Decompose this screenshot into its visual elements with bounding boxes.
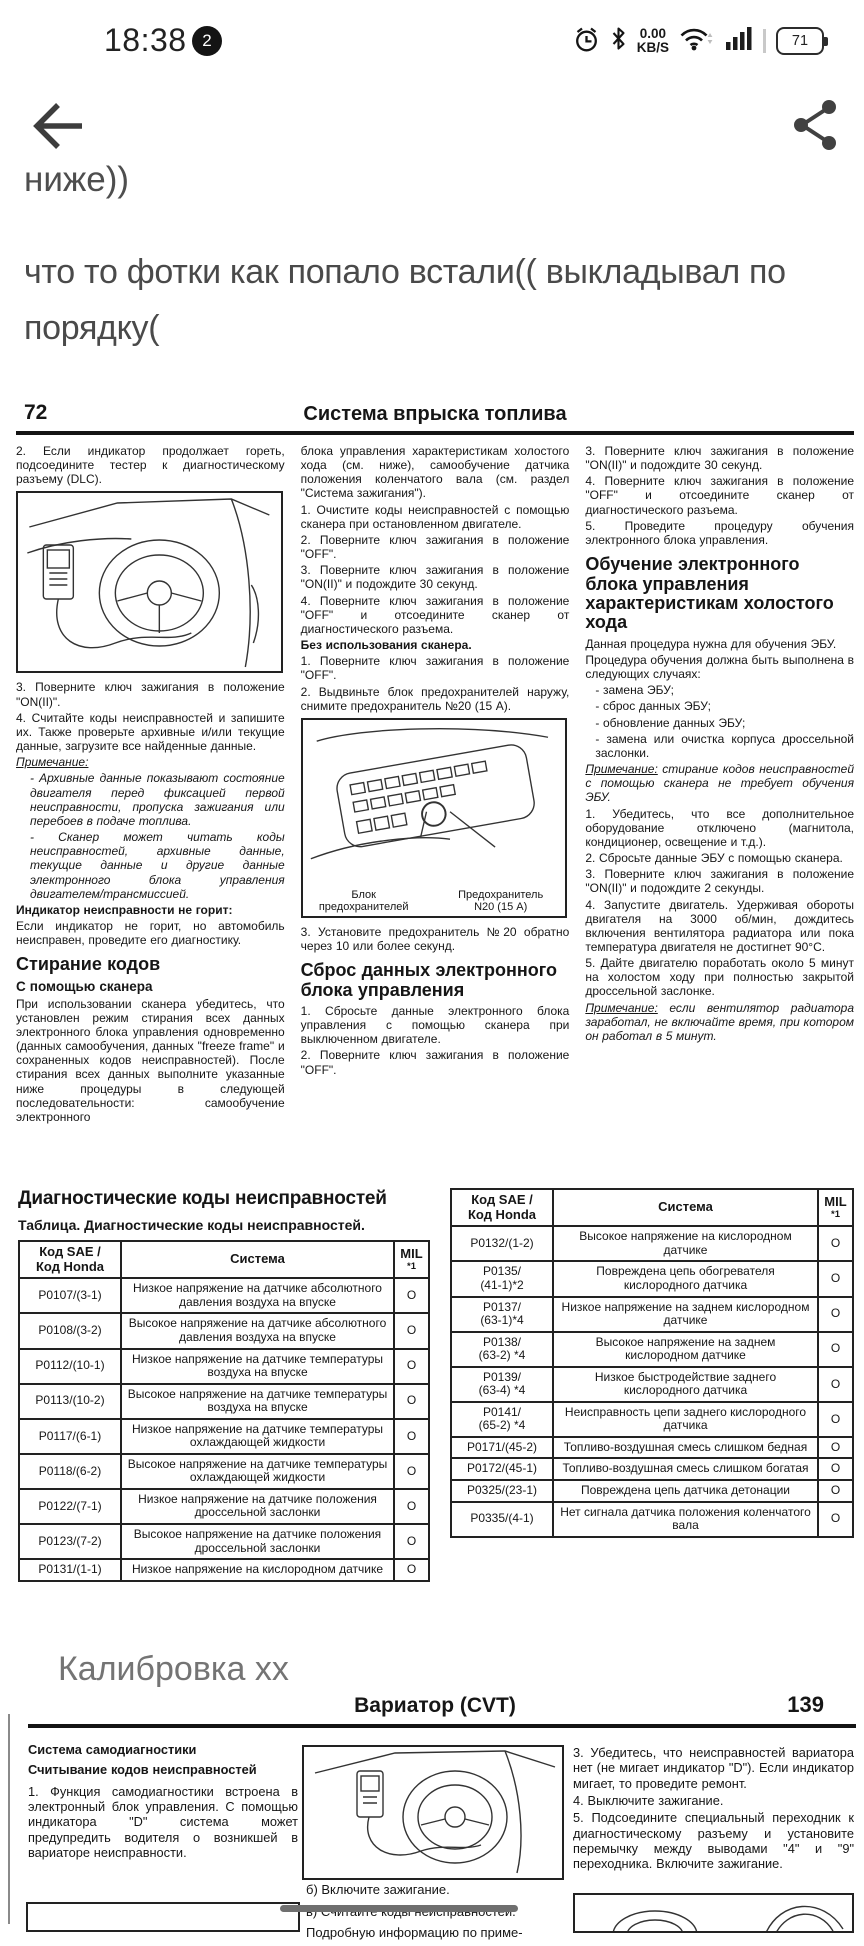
dtc-table-left: [18, 1240, 430, 1582]
column-2-body: [301, 925, 570, 1077]
scan-edge-line: [8, 1714, 10, 1924]
manual-paragraph: 1. Убедитесь, что все дополнительное оборудование отключено (магнитола, кондиционер, освещение и т.д.).: [585, 806, 854, 849]
manual-paragraph: Стирание кодов: [16, 954, 161, 975]
manual-paragraph: Данная процедура нужна для обучения ЭБУ.: [585, 636, 837, 651]
manual-paragraph: 2. Выдвиньте блок предохранителей наружу, снимите предохранитель №20 (15 А).: [300, 684, 570, 713]
manual-paragraph: 5. Дайте двигателю поработать около 5 минут на холостом ходу при полностью закрытой дроссельной заслонке.: [585, 956, 854, 999]
cvt-dashboard-diagram: [302, 1745, 564, 1880]
manual-column-3: [585, 444, 854, 1196]
page-title: Вариатор (CVT): [354, 1694, 516, 1717]
manual-paragraph: 2. Если индикатор продолжает гореть, подсоедините тестер к диагностическому разъему (DLC).: [16, 444, 285, 487]
dtc-table-row: P0138/ (63-2) *4 Высокое напряжение на заднем кислородном датчике O: [451, 1332, 853, 1367]
manual-paragraph: Процедура обучения должна быть выполнена в следующих случаях:: [585, 653, 854, 682]
dtc-table-row: P0335/(4-1) Нет сигнала датчика положения коленчатого вала O: [451, 1502, 853, 1537]
dtc-table-row: P0117/(6-1) Низкое напряжение на датчике температуры охлаждающей жидкости O: [19, 1419, 429, 1454]
dtc-left-block: [18, 1188, 430, 1582]
dashboard-scanner-diagram: [16, 491, 283, 673]
dtc-table-row: P0141/ (65-2) *4 Неисправность цепи заднего кислородного датчика O: [451, 1402, 853, 1437]
share-button[interactable]: [788, 96, 844, 154]
header-rule: [28, 1724, 856, 1728]
dtc-table-right: [450, 1188, 854, 1538]
clock-time: 18:38: [104, 22, 187, 58]
manual-paragraph: Примечание:: [16, 755, 89, 770]
manual-paragraph: - обновление данных ЭБУ;: [595, 715, 746, 730]
manual-paragraph: Обучение электронного блока управления характеристикам холостого хода: [585, 554, 834, 633]
manual-paragraph: 4. Выключите зажигание.: [573, 1793, 724, 1809]
cvt-right-diagram: [573, 1893, 854, 1933]
manual-paragraph: Подробную информацию по приме-: [306, 1925, 523, 1941]
manual-paragraph: - замена или очистка корпуса дроссельной заслонки.: [595, 731, 854, 760]
manual-paragraph: Система самодиагностики: [28, 1742, 197, 1757]
manual-paragraph: 3. Поверните ключ зажигания в положение "ON(II)" и подождите 2 секунды.: [585, 867, 854, 896]
post-text: что то фотки как попало встали(( выкладывал по порядку(: [24, 253, 786, 347]
dtc-table-row: P0135/ (41-1)*2 Повреждена цепь обогревателя кислородного датчика O: [451, 1261, 853, 1296]
back-arrow-icon: [26, 98, 88, 154]
manual-columns: [16, 444, 854, 1196]
manual-paragraph: 4. Запустите двигатель. Удерживая обороты двигателя на 3000 об/мин, дождитесь включения вентилятора радиатора или пока температура двигателя не достигнет 90°C.: [585, 897, 854, 954]
network-speed: [637, 27, 669, 55]
manual-paragraph: Без использования сканера.: [300, 638, 472, 653]
manual-paragraph: 2. Сбросьте данные ЭБУ с помощью сканера.: [585, 851, 843, 866]
dtc-table-row: P0107/(3-1) Низкое напряжение на датчике абсолютного давления воздуха на впуске O: [19, 1278, 429, 1313]
back-button[interactable]: [26, 98, 88, 154]
dtc-table-caption: Таблица. Диагностические коды неисправностей.: [18, 1217, 365, 1233]
manual-paragraph: 1. Сбросьте данные электронного блока управления с помощью сканера при выключенном двигателе.: [300, 1004, 570, 1047]
manual-paragraph: С помощью сканера: [16, 978, 153, 994]
dtc-table-row: P0171/(45-2) Топливо-воздушная смесь слишком бедная O: [451, 1437, 853, 1459]
status-divider: [763, 29, 766, 53]
dtc-table-row: P0108/(3-2) Высокое напряжение на датчике абсолютного давления воздуха на впуске O: [19, 1313, 429, 1348]
column-1-intro: [16, 444, 285, 486]
dtc-table-row: P0325/(23-1) Повреждена цепь датчика детонации O: [451, 1480, 853, 1502]
manual-paragraph: Индикатор неисправности не горит:: [16, 902, 233, 917]
dtc-right-block: [450, 1188, 854, 1538]
manual-paragraph: Примечание: если вентилятор радиатора заработал, не включайте время, при котором он работал в 5 минут.: [585, 1000, 854, 1043]
dtc-table-row: P0123/(7-2) Высокое напряжение на датчике положения дроссельной заслонки O: [19, 1524, 429, 1559]
fuse-label-fuse20: Предохранитель N20 (15 А): [458, 888, 544, 913]
dtc-table-row: P0113/(10-2) Высокое напряжение на датчике температуры воздуха на впуске O: [19, 1384, 429, 1419]
battery-icon: [776, 27, 824, 55]
network-speed-value: 0.00: [639, 26, 666, 42]
manual-paragraph: 4. Поверните ключ зажигания в положение "OFF" и отсоедините сканер от диагностического разъема.: [300, 593, 570, 636]
cvt-left-box: [26, 1902, 300, 1932]
image-caption: Калибровка хх: [58, 1650, 289, 1688]
manual-paragraph: Примечание: стирание кодов неисправностей с помощью сканера не требует обучения ЭБУ.: [585, 762, 854, 805]
scan-image-page-139[interactable]: [16, 1690, 854, 1941]
signal-icon: [725, 25, 753, 57]
manual-paragraph: 5. Проведите процедуру обучения электронного блока управления.: [585, 518, 854, 547]
manual-paragraph: 3. Установите предохранитель №20 обратно через 10 или более секунд.: [300, 924, 570, 953]
manual-paragraph: 3. Поверните ключ зажигания в положение "ON(II)" и подождите 30 секунд.: [300, 563, 570, 592]
manual-paragraph: 3. Поверните ключ зажигания в положение "ON(II)" и подождите 30 секунд.: [585, 444, 854, 473]
cvt-left-column: [28, 1742, 298, 1862]
cvt-mid-column: [306, 1881, 582, 1946]
fuse-label-block: Блок предохранителей: [318, 888, 409, 913]
status-icons: [573, 22, 824, 60]
manual-paragraph: 4. Поверните ключ зажигания в положение "OFF" и отсоедините сканер от диагностического разъема.: [585, 474, 854, 517]
wifi-icon: [679, 25, 715, 57]
manual-column-1: [16, 444, 285, 1196]
bluetooth-icon: [610, 25, 627, 57]
alarm-icon: [573, 24, 600, 58]
share-icon: [788, 96, 844, 154]
manual-paragraph: - Сканер может читать коды неисправностей, архивные данные, текущие данные и другие данные электронного блока управления двигателем/трансмиссией.: [30, 830, 285, 901]
dtc-table-row: P0139/ (63-4) *4 Низкое быстродействие заднего кислородного датчика O: [451, 1367, 853, 1402]
page-title: Система впрыска топлива: [303, 403, 567, 425]
manual-paragraph: 3. Поверните ключ зажигания в положение "ON(II)".: [16, 680, 285, 709]
manual-paragraph: - замена ЭБУ;: [595, 683, 674, 698]
manual-paragraph: 1. Функция самодиагностики встроена в электронный блок управления. С помощью индикатора "D" система может предупредить водителя о возникшей в вариаторе неисправности.: [28, 1783, 298, 1861]
manual-paragraph: Считывание кодов неисправностей: [28, 1762, 257, 1778]
page-number: 72: [24, 401, 48, 424]
manual-paragraph: б) Включите зажигание.: [306, 1882, 450, 1897]
manual-paragraph: 2. Поверните ключ зажигания в положение "OFF".: [300, 1048, 570, 1077]
dtc-table-row: P0122/(7-1) Низкое напряжение на датчике положения дроссельной заслонки O: [19, 1489, 429, 1524]
column-2-intro: [301, 444, 570, 713]
manual-paragraph: - Архивные данные показывают состояние двигателя перед фиксацией первой неисправности, пропуска зажигания или перебоев в подаче топлива.: [30, 771, 285, 828]
dtc-table-row: P0131/(1-1) Низкое напряжение на кислородном датчике O: [19, 1559, 429, 1581]
manual-paragraph: При использовании сканера убедитесь, что установлен режим стирания всех данных электронного блока управления одновременно (данных самообучения, данных "freeze frame" и сохраненных кодов неисправностей). После стирания всех данных выполните указанные ниже процедуры в следующей последовательности: самообучение электронного: [16, 996, 285, 1124]
network-speed-unit: KB/S: [636, 40, 669, 55]
manual-paragraph: 1. Очистите коды неисправностей с помощью сканера при остановленном двигателе.: [300, 502, 570, 531]
dtc-table-row: P0118/(6-2) Высокое напряжение на датчике температуры охлаждающей жидкости O: [19, 1454, 429, 1489]
manual-paragraph: Сброс данных электронного блока управления: [300, 960, 557, 1000]
manual-paragraph: блока управления характеристикам холостого хода (см. ниже), самообучение датчика положения коленчатого вала (см. раздел "Система зажигания").: [300, 444, 570, 501]
column-1-body: [16, 680, 285, 1124]
dtc-table-row: P0137/ (63-1)*4 Низкое напряжение на заднем кислородном датчике O: [451, 1297, 853, 1332]
progress-bar: [280, 1905, 518, 1912]
page-number: 139: [787, 1692, 824, 1717]
manual-paragraph: 5. Подсоедините специальный переходник к диагностическому разъему и установите перемычку между выводами "4" и "9" переходника. Включите зажигание.: [573, 1810, 854, 1872]
dtc-table-row: P0172/(45-1) Топливо-воздушная смесь слишком богатая O: [451, 1458, 853, 1480]
manual-paragraph: 1. Поверните ключ зажигания в положение "OFF".: [300, 654, 570, 683]
manual-paragraph: 2. Поверните ключ зажигания в положение "OFF".: [300, 532, 570, 562]
manual-paragraph: 3. Убедитесь, что неисправностей вариатора нет (не мигает индикатор "D"). Если индикатор мигает, то проведите ремонт.: [573, 1745, 854, 1791]
battery-level: 71: [791, 33, 809, 49]
manual-paragraph: - сброс данных ЭБУ;: [595, 699, 711, 714]
notification-badge: 2: [192, 26, 222, 56]
dtc-heading: Диагностические коды неисправностей: [18, 1188, 387, 1209]
dtc-table-row: P0132/(1-2) Высокое напряжение на кислородном датчике O: [451, 1226, 853, 1261]
scan-image-page-72[interactable]: [16, 395, 854, 1577]
column-3-body: [585, 444, 854, 1043]
manual-paragraph: Если индикатор не горит, но автомобиль неисправен, проведите его диагностику.: [16, 918, 285, 948]
cvt-right-column: [573, 1745, 854, 1874]
post-clipped-line: ниже)): [24, 160, 130, 199]
dtc-header-row: Код SAE / Код Honda Система MIL *1: [19, 1241, 429, 1278]
dtc-section: [18, 1188, 854, 1582]
manual-paragraph: 4. Считайте коды неисправностей и запишите их. Также проверьте архивные и/или текущие данные, загрузите все найденные данные.: [16, 710, 285, 754]
page-72-header: [16, 395, 854, 435]
manual-column-2: [301, 444, 570, 1196]
dtc-table-row: P0112/(10-1) Низкое напряжение на датчике температуры воздуха на впуске O: [19, 1349, 429, 1384]
fusebox-diagram: [301, 718, 568, 918]
dtc-header-row: Код SAE / Код Honda Система MIL *1: [451, 1189, 853, 1226]
